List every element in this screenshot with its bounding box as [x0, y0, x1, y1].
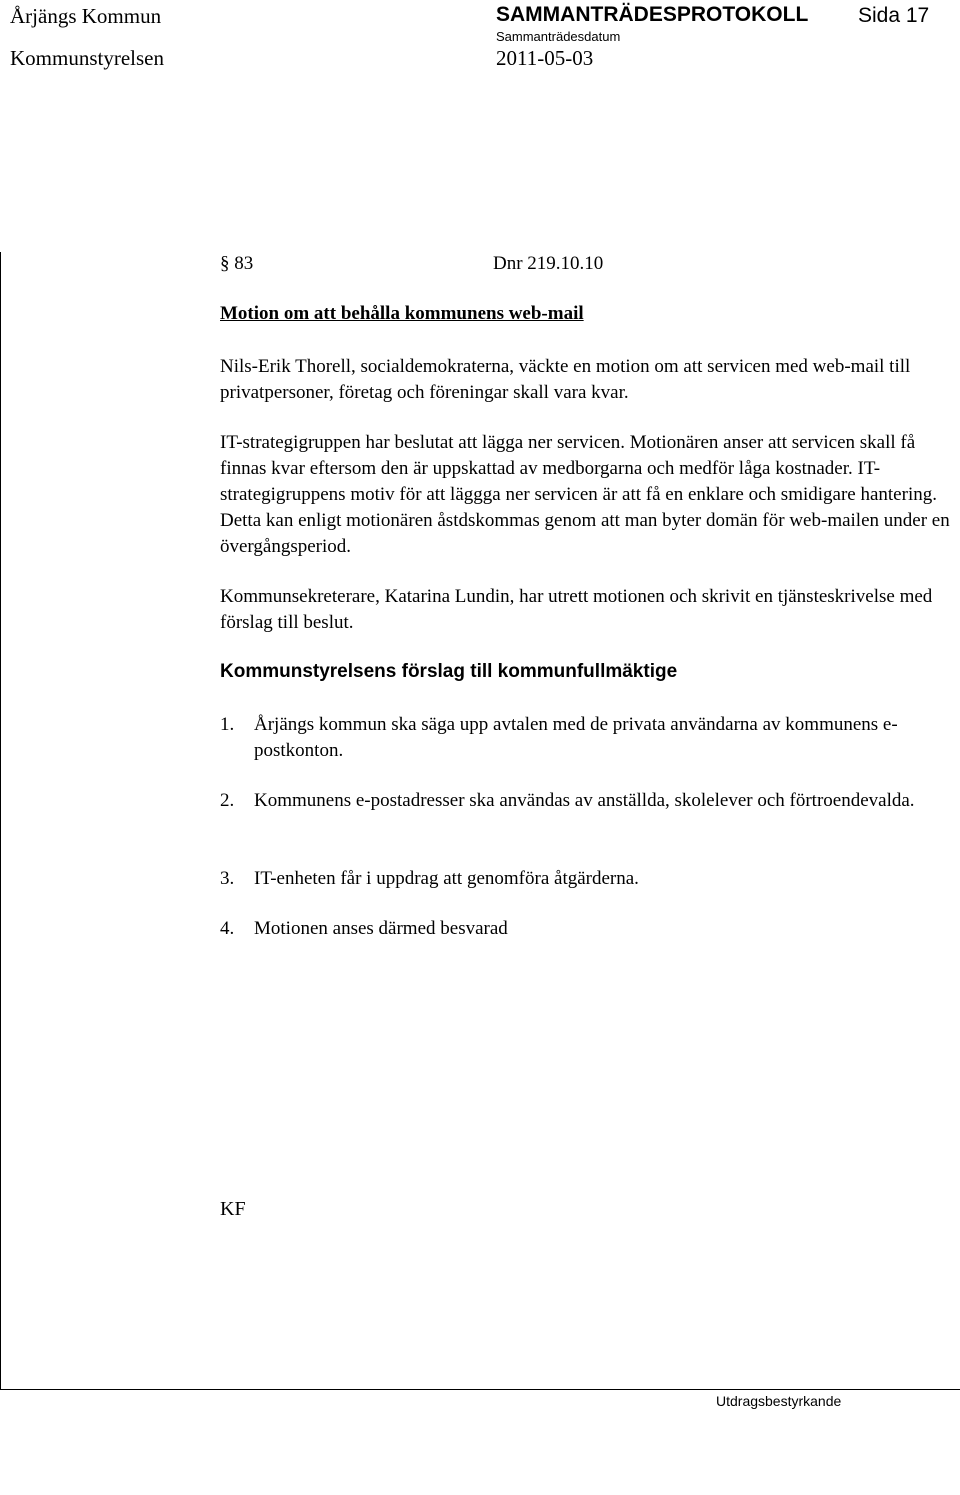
frame-left-border [0, 252, 1, 1390]
proposal-item-number: 2. [220, 790, 235, 811]
recipient-code: KF [220, 1198, 246, 1220]
paragraph-text: Nils-Erik Thorell, socialdemokraterna, väckte en motion om att servicen med web-mail till privatpersoner, företag och föreningar skall vara kvar. [220, 356, 911, 403]
paragraph-motion [220, 354, 955, 406]
document-title: SAMMANTRÄDESPROTOKOLL [496, 3, 809, 26]
section-number-value: 83 [234, 253, 254, 274]
case-heading: Motion om att behålla kommunens web-mail [220, 303, 584, 324]
department-name: Kommunstyrelsen [10, 46, 164, 70]
proposal-item-number: 3. [220, 868, 235, 889]
proposal-item-text: Årjängs kommun ska säga upp avtalen med de privata användarna av kommunens e-postkonton. [254, 714, 898, 761]
paragraph-text: IT-strategigruppen har beslutat att lägga ner servicen. Motionären anser att servicen skall få finnas kvar eftersom den är uppskattad av medborgarna och medför låga kostnader. IT-strategigruppens motiv för att läggga ner servicen är att få en enklare och smidigare hantering. Detta kan enligt motionären åstdskommas genom att man byter domän för web-mailen under en övergångsperiod. [220, 432, 950, 557]
proposal-item-text: Kommunens e-postadresser ska användas av anställda, skolelever och förtroendevalda. [254, 790, 915, 811]
organization-name: Årjängs Kommun [10, 4, 162, 28]
paragraph-background [220, 430, 955, 560]
paragraph-text: Kommunsekreterare, Katarina Lundin, har utrett motionen och skrivit en tjänsteskrivelse med förslag till beslut. [220, 586, 933, 633]
section-number [220, 253, 253, 275]
page-number: Sida 17 [858, 4, 930, 27]
proposal-heading: Kommunstyrelsens förslag till kommunfullmäktige [220, 661, 678, 682]
paragraph-investigation [220, 584, 955, 636]
proposal-item-number: 4. [220, 918, 235, 939]
case-dnr: Dnr 219.10.10 [493, 253, 604, 274]
section-symbol: § [220, 253, 230, 274]
certification-label: Utdragsbestyrkande [716, 1393, 842, 1409]
meeting-date-label: Sammanträdesdatum [496, 29, 621, 44]
meeting-date: 2011-05-03 [496, 46, 594, 70]
proposal-item-number: 1. [220, 714, 235, 735]
proposal-item-text: IT-enheten får i uppdrag att genomföra åtgärderna. [254, 868, 639, 889]
proposal-item-text: Motionen anses därmed besvarad [254, 918, 508, 939]
frame-bottom-border [0, 1389, 960, 1390]
